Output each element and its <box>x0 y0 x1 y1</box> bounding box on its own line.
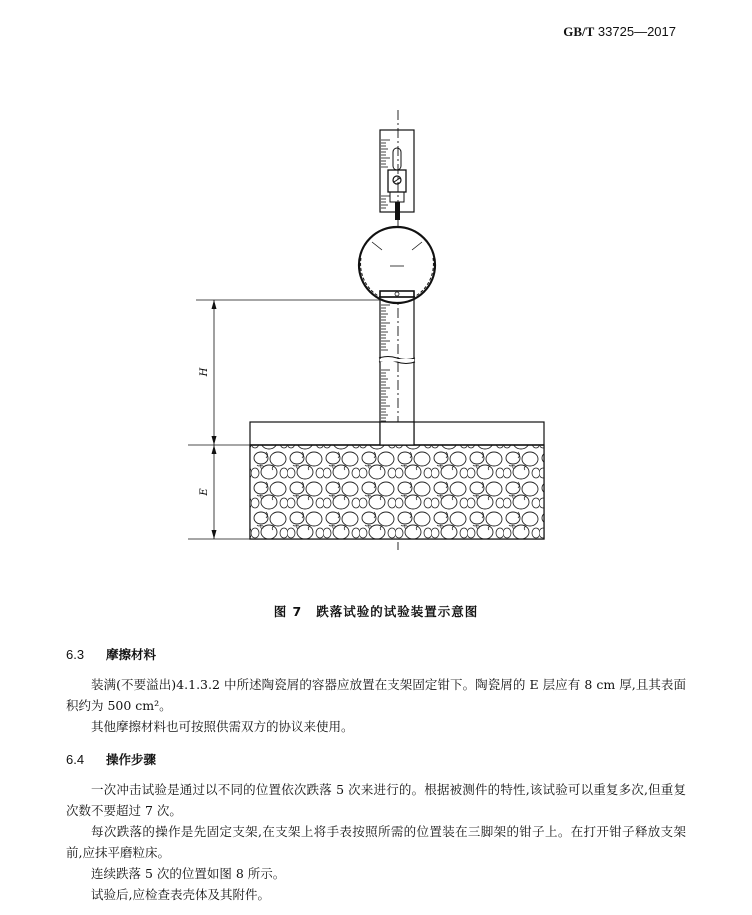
paragraph: 一次冲击试验是通过以不同的位置依次跌落 5 次来进行的。根据被测件的特性,该试验可以重复多次,但重复次数不要超过 7 次。 <box>66 782 686 818</box>
standard-code: GB/T <box>563 24 595 39</box>
paragraph: 连续跌落 5 次的位置如图 8 所示。 <box>91 866 286 881</box>
height-dimension-label: H <box>199 367 210 377</box>
section-title: 操作步骤 <box>106 752 157 767</box>
paragraph: 试验后,应检查表壳体及其附件。 <box>91 887 270 902</box>
paragraph: 装满(不要溢出)4.1.3.2 中所述陶瓷屑的容器应放置在支架固定钳下。陶瓷屑的 E 层应有 8 cm 厚,且其表面积约为 500 cm²。 <box>66 677 686 713</box>
figure-title: 跌落试验的试验装置示意图 <box>316 604 479 619</box>
layer-dimension-label: E <box>199 488 210 496</box>
section-6-3-body <box>66 674 686 737</box>
section-6-4-body <box>66 779 686 905</box>
section-number: 6.4 <box>66 752 85 767</box>
section-number: 6.3 <box>66 647 85 662</box>
section-heading-6-4 <box>66 750 156 768</box>
paragraph: 每次跌落的操作是先固定支架,在支架上将手表按照所需的位置装在三脚架的钳子上。在打开钳子释放支架前,应抹平磨粒床。 <box>66 824 686 860</box>
figure-number: 图 7 <box>273 604 303 619</box>
section-heading-6-3 <box>66 645 156 663</box>
paragraph: 其他摩擦材料也可按照供需双方的协议来使用。 <box>91 719 354 734</box>
section-title: 摩擦材料 <box>106 647 157 662</box>
figure-caption <box>0 602 752 620</box>
standard-number: 33725—2017 <box>597 24 676 39</box>
